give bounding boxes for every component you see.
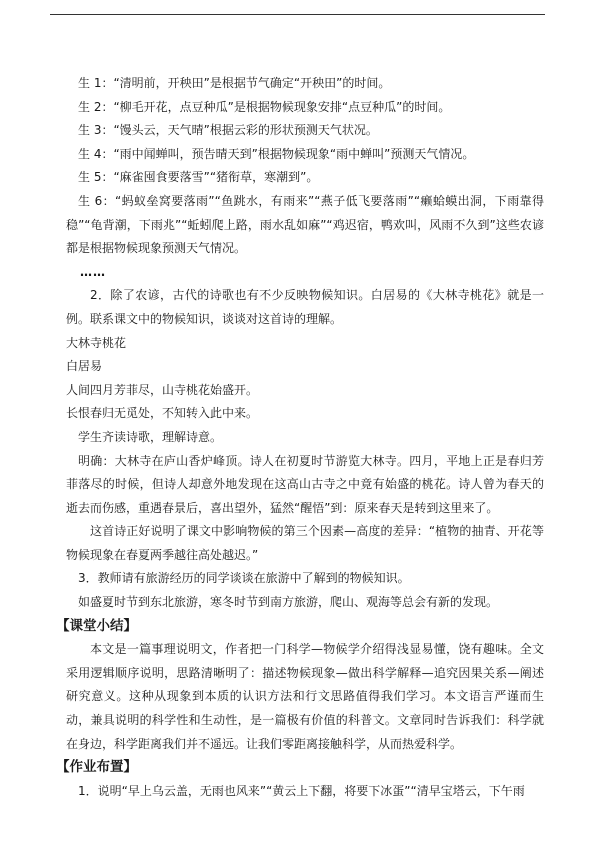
question-3: 3．教师请有旅游经历的同学谈谈在旅游中了解到的物候知识。 <box>78 571 410 586</box>
student-answer-2: 生 2：“柳毛开花，点豆种瓜”是根据物候现象安排“点豆种瓜”的时间。 <box>78 99 451 114</box>
poem-title: 大林寺桃花 <box>66 335 127 350</box>
poem-line-1: 人间四月芳菲尽，山寺桃花始盛开。 <box>66 382 259 397</box>
student-answer-5: 生 5：“麻雀囤食要落雪”“猪衔草，寒潮到”。 <box>78 170 319 185</box>
poem-line-2: 长恨春归无觅处，不知转入此中来。 <box>66 406 259 421</box>
ellipsis: …… <box>80 264 106 279</box>
question-2: 2．除了农谚，古代的诗歌也有不少反映物候知识。白居易的《大林寺桃花》就是一例。联系课文中的物候知识，谈谈对这首诗的理解。 <box>66 288 544 326</box>
homework-item-1: 1．说明“早上乌云盖，无雨也风来”“黄云上下翻，将要下冰蛋”“清早宝塔云，下午雨 <box>78 783 525 798</box>
student-answer-4: 生 4：“雨中闻蝉叫，预告晴天到”根据物候现象“雨中蝉叫”预测天气情况。 <box>78 146 475 161</box>
summary-heading: 【课堂小结】 <box>56 617 137 634</box>
clarification: 明确：大林寺在庐山香炉峰顶。诗人在初夏时节游览大林寺。四月，平地上正是春归芳菲落尽的时候，但诗人却意外地发现在这高山古寺之中竟有始盛的桃花。诗人曾为春天的逝去而伤感，重遇春景后，喜出望外，猛然“醒悟”到：原来春天是转到这里来了。 <box>66 453 544 515</box>
document-body <box>56 72 544 803</box>
read-aloud-note: 学生齐读诗歌，理解诗意。 <box>78 429 223 444</box>
student-answer-3: 生 3：“馒头云，天气晴”根据云彩的形状预测天气状况。 <box>78 123 378 138</box>
poem-explanation: 这首诗正好说明了课文中影响物候的第三个因素—高度的差异：“植物的抽青、开花等物候现象在春夏两季越往高处越迟。” <box>66 524 544 562</box>
summary-text: 本文是一篇事理说明文，作者把一门科学—物候学介绍得浅显易懂，饶有趣味。全文采用逻辑顺序说明，思路清晰明了：描述物候现象—做出科学解释—追究因果关系—阐述研究意义。这种从现象到本质的认识方法和行文思路值得我们学习。本文语言严谨而生动，兼具说明的科学性和生动性，是一篇极有价值的科普文。文章同时告诉我们：科学就在身边，科学距离我们并不遥远。让我们零距离接触科学，从而热爱科学。 <box>66 642 544 751</box>
travel-example: 如盛夏时节到东北旅游，寒冬时节到南方旅游，爬山、观海等总会有新的发现。 <box>78 595 499 610</box>
student-answer-1: 生 1：“清明前，开秧田”是根据节气确定“开秧田”的时间。 <box>78 76 391 90</box>
homework-heading: 【作业布置】 <box>56 759 137 776</box>
poem-author: 白居易 <box>66 359 103 374</box>
student-answer-6: 生 6：“蚂蚁垒窝要落雨”“鱼跳水，有雨来”“燕子低飞要落雨”“癞蛤蟆出洞，下雨靠得稳”“龟背潮，下雨兆”“蚯蚓爬上路，雨水乱如麻”“鸡迟宿，鸭欢叫，风雨不久到”这些农谚都是根据物候现象预测天气情况。 <box>66 193 544 256</box>
header-rule <box>50 14 545 15</box>
